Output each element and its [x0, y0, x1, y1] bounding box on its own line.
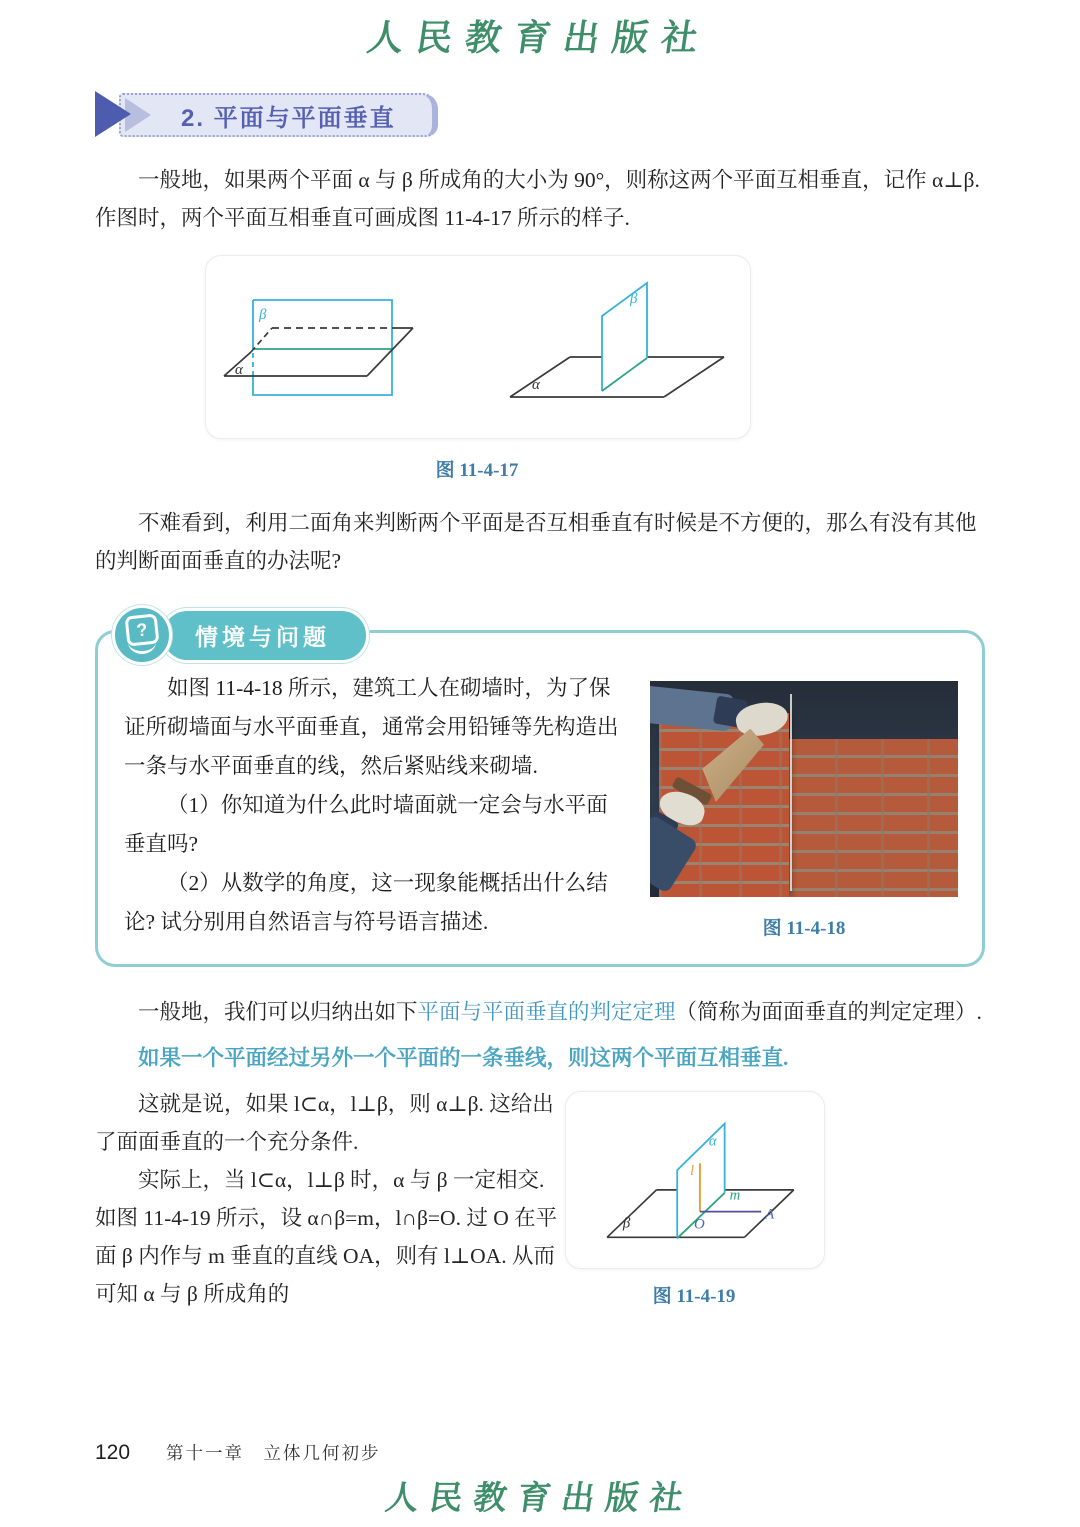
fig-11-4-17-left-diagram	[222, 275, 454, 420]
label-beta: β	[630, 290, 638, 307]
label-beta: β	[259, 306, 267, 323]
situation-photo-column	[650, 669, 958, 942]
situation-box-body	[124, 669, 958, 942]
dihedral-paragraph: 不难看到，利用二面角来判断两个平面是否互相垂直有时候是不方便的，那么有没有其他的判断面面垂直的办法呢?	[95, 511, 977, 573]
section-title: 2. 平面与平面垂直	[181, 104, 396, 132]
theorem-discussion	[95, 1085, 985, 1313]
situation-question-2: （2）从数学的角度，这一现象能概括出什么结论? 试分别用自然语言与符号语言描述.	[124, 871, 608, 934]
theorem-intro-pre: 一般地，我们可以归纳出如下	[138, 1000, 418, 1024]
situation-box-title: 情境与问题	[160, 608, 369, 663]
banner-arrow-dark-icon	[95, 91, 131, 137]
label-alpha: α	[708, 1133, 717, 1150]
theorem-intro-paragraph	[95, 993, 985, 1031]
intro-paragraph: 一般地，如果两个平面 α 与 β 所成角的大小为 90°，则称这两个平面互相垂直，记作 α⊥β. 作图时，两个平面互相垂直可画成图 11-4-17 所示的样子.	[95, 168, 980, 230]
brick-wall-background	[789, 739, 958, 897]
fig-11-4-19-diagram	[570, 1096, 820, 1264]
banner-ribbon	[119, 93, 438, 137]
label-m: m	[729, 1187, 741, 1204]
page-number: 120	[95, 1441, 131, 1464]
intersection-line	[602, 358, 647, 391]
open-book-icon	[128, 642, 156, 654]
situation-question-box	[95, 618, 985, 967]
section-banner	[95, 91, 415, 139]
label-alpha: α	[235, 361, 243, 378]
theorem-statement: 如果一个平面经过另外一个平面的一条垂线，则这两个平面互相垂直.	[138, 1046, 789, 1070]
plumb-line	[790, 694, 792, 891]
label-alpha: α	[532, 376, 540, 393]
figure-11-4-19	[565, 1091, 825, 1269]
question-mark-icon: ?	[125, 613, 160, 646]
theorem-name-highlight: 平面与平面垂直的判定定理	[417, 1000, 676, 1024]
situation-question-1: （1）你知道为什么此时墙面就一定会与水平面垂直吗?	[124, 793, 608, 856]
label-l: l	[690, 1163, 695, 1180]
discussion-paragraph-1: 这就是说，如果 l⊂α，l⊥β，则 α⊥β. 这给出了面面垂直的一个充分条件.	[95, 1092, 554, 1154]
theorem-intro-post: （简称为面面垂直的判定定理）.	[675, 1000, 982, 1024]
page-content	[95, 91, 985, 1313]
plane-alpha-outline	[510, 357, 724, 397]
label-beta: β	[622, 1215, 631, 1232]
publisher-calligraphy-top: 人民教育出版社	[364, 18, 714, 58]
figure-11-4-17	[205, 255, 751, 439]
situation-text-column	[124, 669, 628, 942]
question-book-icon	[112, 605, 172, 665]
plane-beta-rectangle	[253, 300, 392, 395]
discussion-paragraph-2: 实际上，当 l⊂α，l⊥β 时，α 与 β 一定相交. 如图 11-4-19 所示，设 α∩β=m，l∩β=O. 过 O 在平面 β 内作与 m 垂直的直线 OA，则有 l⊥OA. 从而可知 α 与 β 所成角的	[95, 1168, 558, 1306]
fig-11-4-17-right-diagram	[502, 275, 734, 420]
figure-11-4-19-wrapper	[565, 1091, 985, 1308]
label-O: O	[694, 1216, 705, 1233]
label-A: A	[765, 1206, 775, 1223]
figure-11-4-17-caption: 图 11-4-17	[435, 460, 519, 481]
chapter-title: 第十一章 立体几何初步	[166, 1443, 381, 1463]
page-footer	[95, 1440, 381, 1465]
bricklaying-photo	[650, 681, 958, 897]
situation-box-header	[112, 605, 369, 665]
situation-paragraph: 如图 11-4-18 所示，建筑工人在砌墙时，为了保证所砌墙面与水平面垂直，通常会用铅锤等先构造出一条与水平面垂直的线，然后紧贴线来砌墙.	[124, 676, 619, 778]
figure-11-4-18-caption: 图 11-4-18	[762, 918, 846, 939]
figure-11-4-19-caption: 图 11-4-19	[652, 1286, 736, 1307]
publisher-calligraphy-bottom: 人民教育出版社	[382, 1481, 697, 1517]
